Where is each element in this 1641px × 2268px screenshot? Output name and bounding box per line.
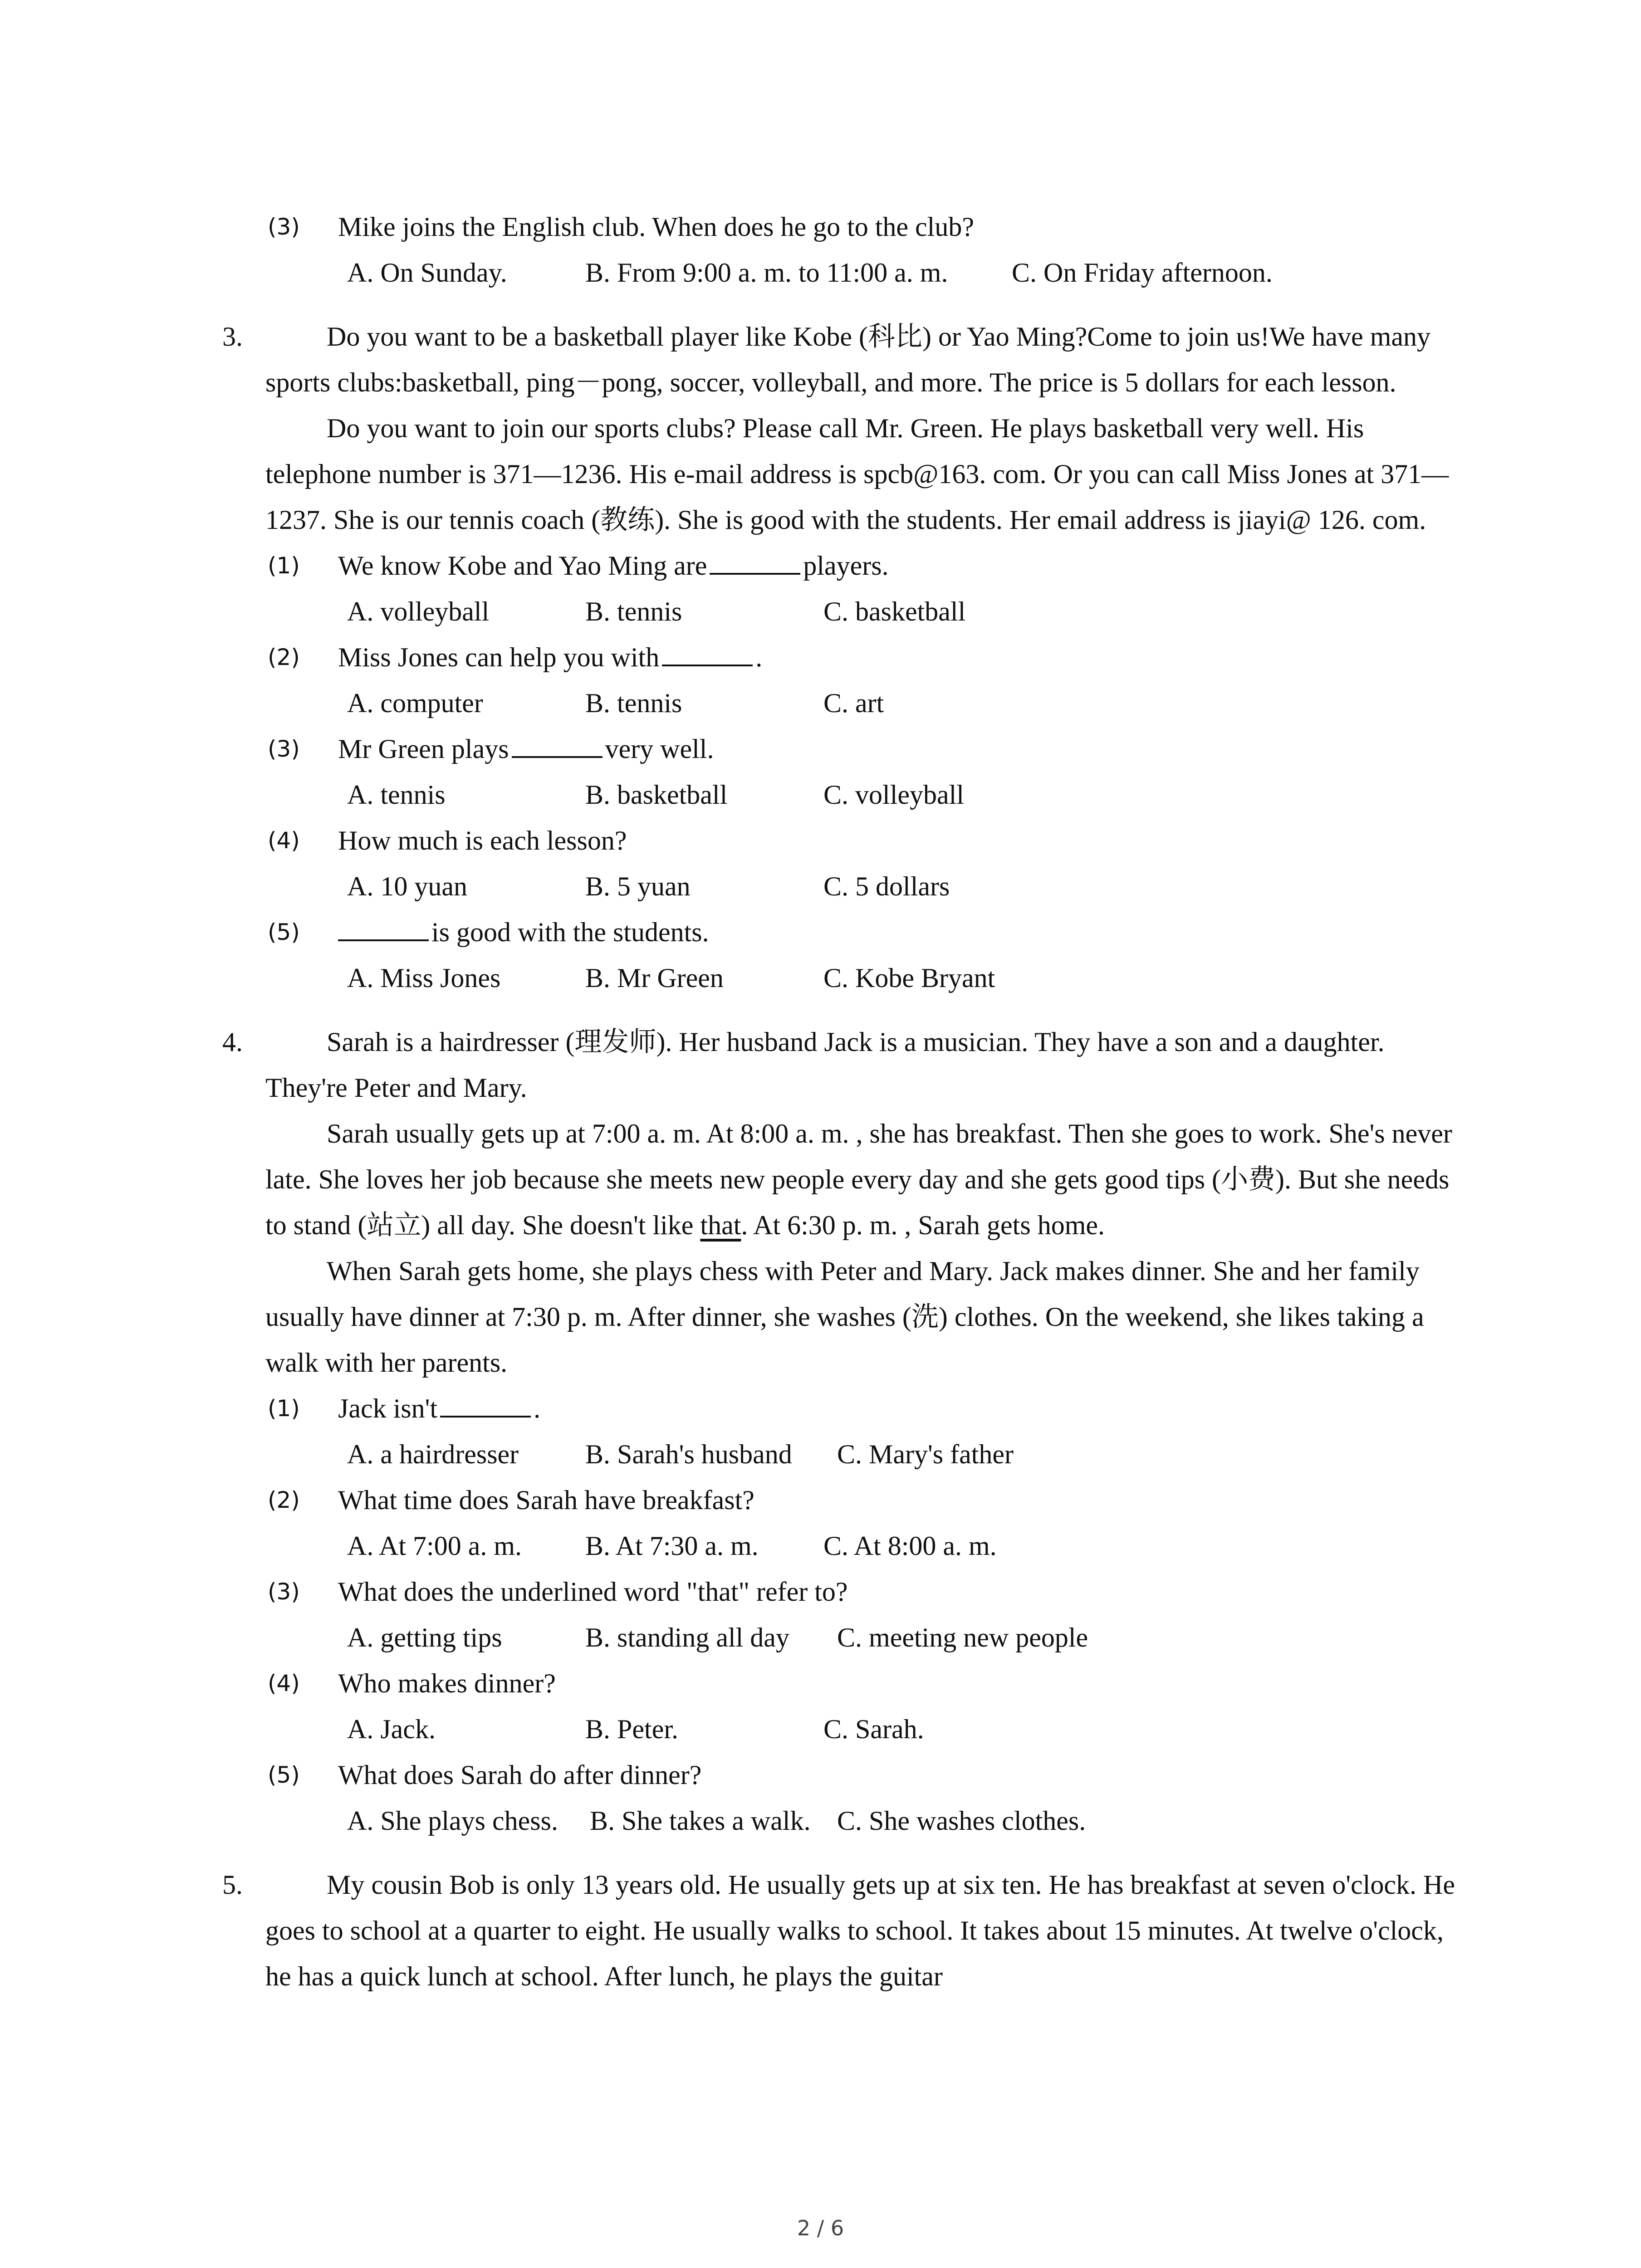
option-b: B. From 9:00 a. m. to 11:00 a. m. [585, 258, 948, 288]
question-row [222, 818, 1456, 864]
question-number: (4) [268, 827, 300, 854]
option-b: B. Peter. [585, 1714, 678, 1744]
question-stem: What does Sarah do after dinner? [338, 1760, 702, 1790]
question-stem: How much is each lesson? [338, 826, 627, 855]
options-row [222, 1523, 1456, 1569]
option-a: A. volleyball [347, 596, 490, 626]
option-b: B. She takes a walk. [590, 1806, 811, 1836]
option-a: A. 10 yuan [347, 871, 467, 901]
passage-4 [222, 1019, 1456, 1386]
option-b: B. tennis [585, 596, 682, 626]
option-c: C. 5 dollars [823, 871, 950, 901]
option-c: C. At 8:00 a. m. [823, 1531, 997, 1561]
question-number: (5) [268, 919, 300, 945]
options-row [222, 250, 1456, 296]
option-a: A. Miss Jones [347, 963, 501, 993]
option-c: C. art [823, 688, 884, 718]
question-stem: Mike joins the English club. When does he go to the club? [338, 212, 974, 242]
question-stem-end: . [534, 1393, 541, 1423]
question-row [222, 909, 1456, 955]
answer-blank [338, 916, 429, 941]
option-c: C. Sarah. [823, 1714, 924, 1744]
option-b: B. Mr Green [585, 963, 724, 993]
question-stem: What does the underlined word "that" refer to? [338, 1577, 848, 1607]
option-c: C. She washes clothes. [837, 1806, 1086, 1836]
paragraph-text: Sarah usually gets up at 7:00 a. m. At 8:00 a. m. , she has breakfast. Then she goes to work. She's never late. She loves her job because she meets new people every day and she gets good tips (小费). But she needs to stand (站立) all day. She doesn't like [265, 1119, 1452, 1240]
options-row [222, 955, 1456, 1001]
question-stem-end: players. [803, 551, 889, 581]
question-stem: Miss Jones can help you with [338, 642, 660, 672]
options-row [222, 589, 1456, 635]
paragraph: Do you want to be a basketball player like Kobe (科比) or Yao Ming?Come to join us!We have many sports clubs:basketball, ping－pong, soccer, volleyball, and more. The price is 5 dollars for each lesson. [265, 322, 1430, 397]
option-a: A. computer [347, 688, 483, 718]
option-b: B. 5 yuan [585, 871, 691, 901]
option-b: B. basketball [585, 780, 728, 810]
option-a: A. On Sunday. [347, 258, 507, 288]
option-b: B. Sarah's husband [585, 1439, 792, 1469]
passage-number: 3. [222, 322, 243, 352]
underlined-word: that [700, 1210, 741, 1240]
option-a: A. At 7:00 a. m. [347, 1531, 522, 1561]
passage-number: 5. [222, 1870, 243, 1900]
paragraph: Do you want to join our sports clubs? Please call Mr. Green. He plays basketball very well. His telephone number is 371—1236. His e-mail address is spcb@163. com. Or you can call Miss Jones at 371—1237. She is our tennis coach (教练). She is good with the students. Her email address is jiayi@ 126. com. [265, 413, 1449, 535]
question-stem-end: very well. [605, 734, 714, 764]
question-stem: What time does Sarah have breakfast? [338, 1485, 754, 1515]
option-a: A. a hairdresser [347, 1439, 519, 1469]
question-number: (2) [268, 1487, 300, 1513]
options-row [222, 680, 1456, 726]
option-b: B. At 7:30 a. m. [585, 1531, 759, 1561]
question-row [222, 1569, 1456, 1615]
question-row [222, 1386, 1456, 1432]
paragraph: My cousin Bob is only 13 years old. He usually gets up at six ten. He has breakfast at seven o'clock. He goes to school at a quarter to eight. He usually walks to school. It takes about 15 minutes. At twelve o'clock, he has a quick lunch at school. After lunch, he plays the guitar [265, 1870, 1455, 1991]
paragraph: Sarah is a hairdresser (理发师). Her husband Jack is a musician. They have a son and a daughter. They're Peter and Mary. [265, 1027, 1385, 1103]
answer-blank [440, 1392, 531, 1418]
question-number: (5) [268, 1762, 300, 1788]
answer-blank [710, 549, 800, 575]
answer-blank [512, 733, 603, 758]
question-number: (3) [268, 736, 300, 762]
question-number: (3) [268, 1579, 300, 1605]
question-stem: We know Kobe and Yao Ming are [338, 551, 707, 581]
question-stem: Mr Green plays [338, 734, 509, 764]
option-a: A. getting tips [347, 1623, 502, 1652]
option-c: C. meeting new people [837, 1623, 1088, 1652]
question-stem-end: . [755, 642, 763, 672]
option-c: C. On Friday afternoon. [1012, 258, 1273, 288]
question-number: (1) [268, 552, 300, 579]
paragraph: When Sarah gets home, she plays chess with Peter and Mary. Jack makes dinner. She and her family usually have dinner at 7:30 p. m. After dinner, she washes (洗) clothes. On the weekend, she likes taking a walk with her parents. [265, 1256, 1424, 1378]
question-number: (4) [268, 1670, 300, 1696]
option-c: C. Kobe Bryant [823, 963, 995, 993]
question-stem: Jack isn't [338, 1393, 438, 1423]
question-row [222, 1752, 1456, 1798]
question-stem-end: is good with the students. [431, 917, 709, 947]
option-a: A. Jack. [347, 1714, 436, 1744]
option-b: B. standing all day [585, 1623, 789, 1652]
document-content [222, 204, 1456, 1999]
question-row [222, 543, 1456, 589]
option-a: A. tennis [347, 780, 446, 810]
options-row [222, 1798, 1456, 1844]
option-c: C. Mary's father [837, 1439, 1014, 1469]
option-c: C. basketball [823, 596, 966, 626]
options-row [222, 1432, 1456, 1477]
question-row [222, 204, 1456, 250]
answer-blank [662, 641, 753, 666]
question-number: (2) [268, 644, 300, 670]
question-number: (1) [268, 1395, 300, 1422]
options-row [222, 1706, 1456, 1752]
passage-5 [222, 1862, 1456, 1999]
question-row [222, 1661, 1456, 1706]
question-row [222, 1477, 1456, 1523]
options-row [222, 772, 1456, 818]
option-a: A. She plays chess. [347, 1806, 558, 1836]
question-stem: Who makes dinner? [338, 1668, 556, 1698]
page-number: 2 / 6 [797, 2216, 844, 2240]
passage-3 [222, 314, 1456, 543]
question-row [222, 635, 1456, 680]
passage-number: 4. [222, 1027, 243, 1057]
paragraph-text: . At 6:30 p. m. , Sarah gets home. [741, 1210, 1105, 1240]
option-b: B. tennis [585, 688, 682, 718]
options-row [222, 1615, 1456, 1661]
question-row [222, 726, 1456, 772]
paragraph [265, 1111, 1456, 1248]
question-number: (3) [268, 214, 300, 240]
option-c: C. volleyball [823, 780, 964, 810]
options-row [222, 864, 1456, 909]
